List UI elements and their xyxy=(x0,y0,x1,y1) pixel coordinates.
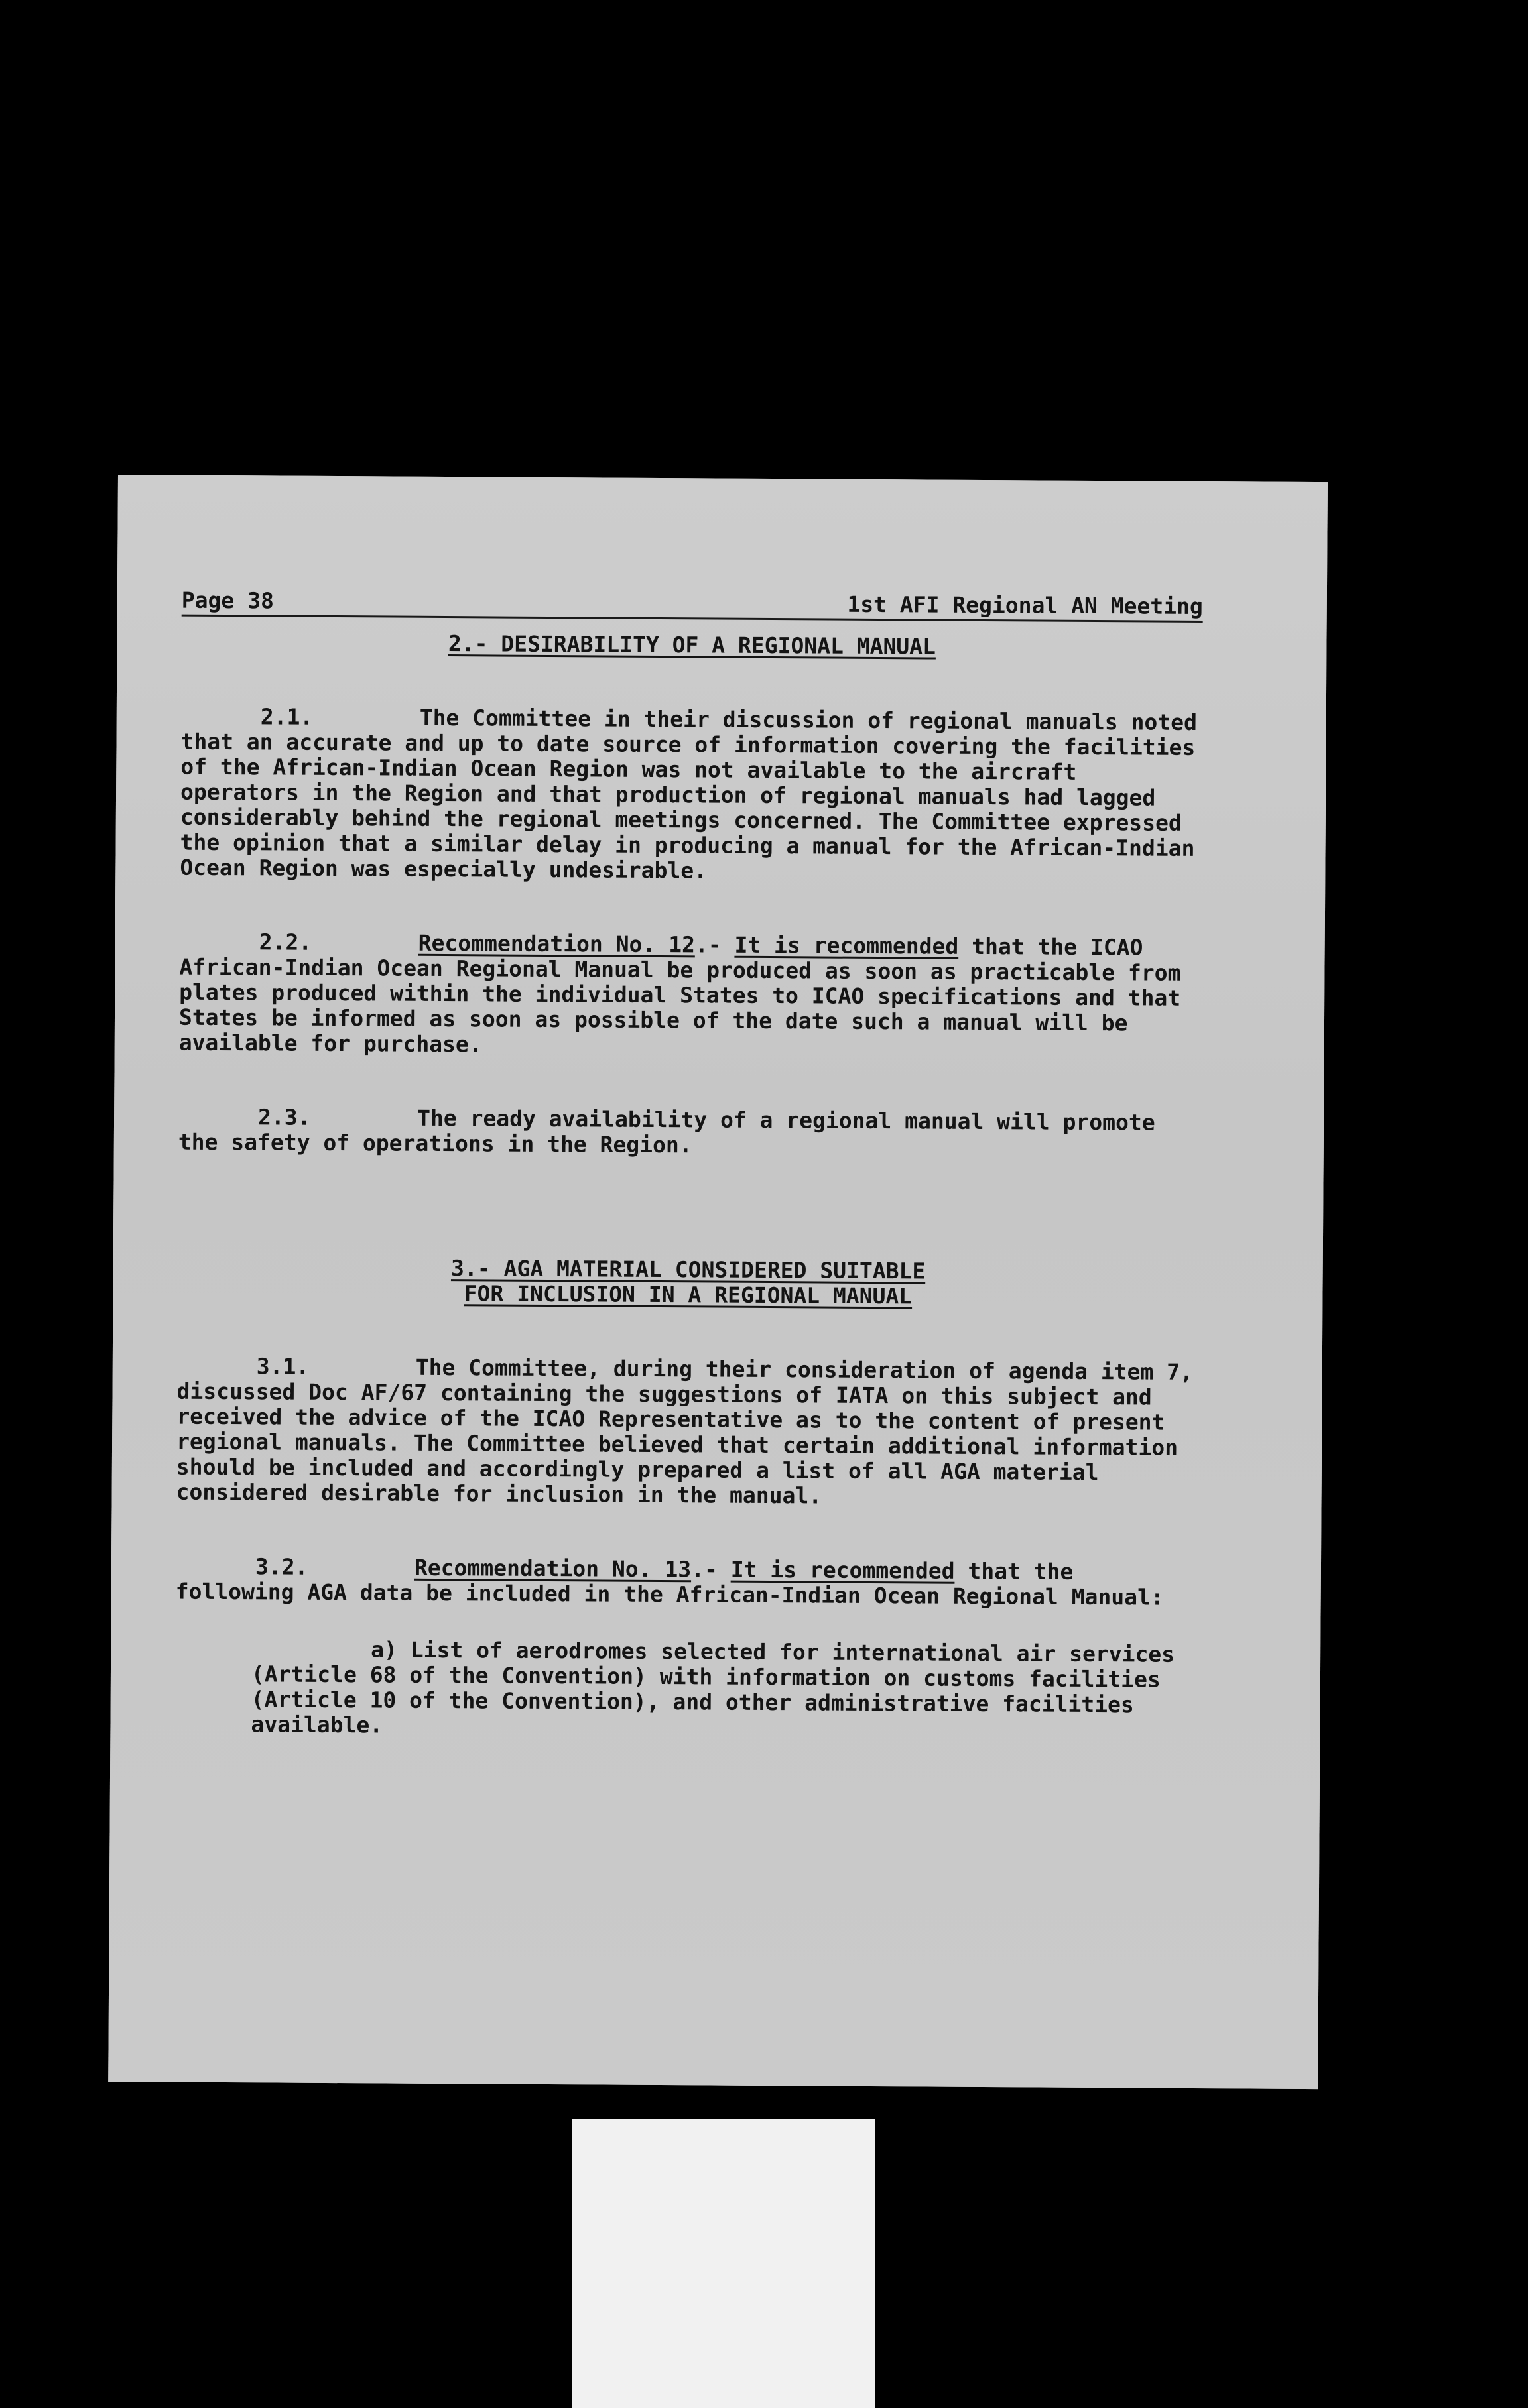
meeting-title: 1st AFI Regional AN Meeting xyxy=(847,591,1203,619)
paragraph-text: that the ICAO African-Indian Ocean Regional Manual be produced as soon as practicable from plates produced within the individual States to ICAO specifications and that States be informed as soon as possible of the date such a manual will be available for purchase. xyxy=(178,933,1194,1057)
paragraph-text: The Committee, during their consideration of agenda item 7, discussed Doc AF/67 containing the suggestions of IATA on this subject and received the advice of the ICAO Representative as to the content of present regional manuals. The Committee believed that certain additional information should be included and accordingly prepared a list of all AGA material considered desirable for inclusion in the manual. xyxy=(176,1354,1206,1509)
paragraph-number: 2.2. xyxy=(259,929,312,955)
paragraph-number: 2.3. xyxy=(257,1104,311,1130)
blank-card xyxy=(572,2119,875,2408)
section-3-title-line-1: 3.- AGA MATERIAL CONSIDERED SUITABLE xyxy=(450,1255,926,1284)
page-header xyxy=(182,588,1203,623)
paragraph-number: 3.1. xyxy=(256,1353,310,1380)
section-3-title xyxy=(177,1254,1198,1311)
paragraph-2-2 xyxy=(179,930,1201,1061)
list-item-label: a) xyxy=(371,1636,398,1663)
recommendation-label: Recommendation No. 12 xyxy=(418,930,696,958)
section-2-title xyxy=(181,630,1202,661)
section-3-title-line-2: FOR INCLUSION IN A REGIONAL MANUAL xyxy=(464,1280,913,1309)
page-number: Page 38 xyxy=(181,587,275,614)
paragraph-number: 2.1. xyxy=(260,703,314,730)
paragraph-3-1 xyxy=(176,1353,1206,1511)
page-content xyxy=(174,587,1210,1743)
paragraph-text: The ready availability of a regional manual will promote the safety of operations in the Region. xyxy=(178,1105,1169,1158)
paragraph-number: 3.2. xyxy=(255,1553,308,1580)
recommendation-phrase: It is recommended xyxy=(734,932,959,959)
list-item-a xyxy=(174,1636,1196,1743)
section-2-title-text: 2.- DESIRABILITY OF A REGIONAL MANUAL xyxy=(448,631,936,660)
paragraph-2-3 xyxy=(178,1105,1200,1161)
recommendation-separator: .- xyxy=(691,1556,731,1583)
recommendation-separator: .- xyxy=(694,932,735,958)
paragraph-text: The Committee in their discussion of regional manuals noted that an accurate and up to date source of information covering the facilities of the African-Indian Ocean Region was not available to the aircraft operators in the Region and that production of regional manuals had lagged considerably behind the regional meetings concerned. The Committee expressed the opinion that a similar delay in producing a manual for the African-Indian Ocean Region was especially undesirable. xyxy=(180,704,1210,884)
recommendation-phrase: It is recommended xyxy=(730,1556,955,1584)
paragraph-2-1 xyxy=(180,703,1210,886)
document-page xyxy=(108,475,1328,2089)
paragraph-text: that the following AGA data be included in the African-Indian Ocean Regional Manual: xyxy=(175,1557,1164,1610)
list-item-text: List of aerodromes selected for international air services (Article 68 of the Convention) with information on customs facilities (Article 10 of the Convention), and other administrative facilities available. xyxy=(251,1636,1188,1738)
recommendation-label: Recommendation No. 13 xyxy=(414,1554,692,1583)
paragraph-3-2 xyxy=(176,1554,1197,1610)
